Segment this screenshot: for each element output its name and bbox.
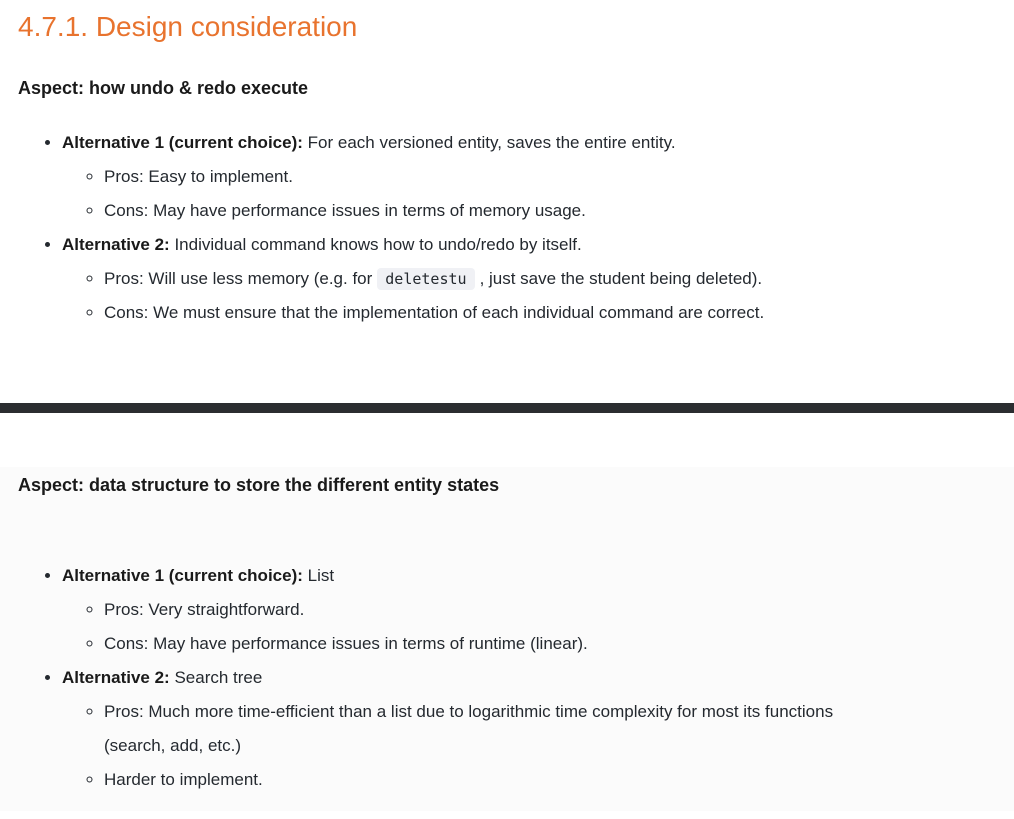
list-item — [62, 228, 992, 330]
alternative-label: Alternative 1 (current choice): — [62, 133, 303, 152]
pros-cons-list — [62, 160, 992, 228]
sub-item-text: Harder to implement. — [104, 770, 263, 789]
list-item — [62, 126, 992, 228]
aspect-heading-undo-redo: Aspect: how undo & redo execute — [18, 78, 309, 98]
section-data-structure — [0, 467, 1014, 811]
sub-item-text: Pros: Will use less memory (e.g. for — [104, 269, 373, 288]
sub-item-text: Cons: We must ensure that the implementation of each individual command are correct. — [104, 303, 765, 322]
list-item-pros — [104, 262, 992, 296]
list-item-cons — [104, 194, 992, 228]
sub-item-text: Cons: May have performance issues in terms of runtime (linear). — [104, 634, 588, 653]
section-divider-bar — [0, 403, 1014, 413]
alternatives-list-2 — [18, 559, 992, 797]
alternative-text: Individual command knows how to undo/redo by itself. — [174, 235, 582, 254]
list-item-pros — [104, 695, 894, 763]
list-item — [62, 661, 992, 797]
alternative-label: Alternative 2: — [62, 235, 170, 254]
list-item — [62, 559, 992, 661]
list-item-cons — [104, 627, 992, 661]
sub-item-text: Pros: Very straightforward. — [104, 600, 305, 619]
list-item-cons — [104, 763, 992, 797]
sub-item-text: Cons: May have performance issues in terms of memory usage. — [104, 201, 586, 220]
alternative-text: Search tree — [174, 668, 263, 687]
sub-item-text: Pros: Easy to implement. — [104, 167, 293, 186]
alternative-label: Alternative 2: — [62, 668, 170, 687]
sub-item-text: , just save the student being deleted). — [479, 269, 763, 288]
list-item-cons — [104, 296, 992, 330]
pros-cons-list — [62, 262, 992, 330]
alternative-label: Alternative 1 (current choice): — [62, 566, 303, 585]
alternative-text: For each versioned entity, saves the entire entity. — [307, 133, 676, 152]
sub-item-text: Pros: Much more time-efficient than a list due to logarithmic time complexity for most its functions (search, add, etc.) — [104, 702, 834, 755]
pros-cons-list — [62, 593, 992, 661]
section-design-consideration — [0, 8, 1014, 330]
page-title: 4.7.1. Design consideration — [18, 11, 358, 42]
pros-cons-list — [62, 695, 992, 797]
alternatives-list-1 — [18, 126, 992, 330]
list-item-pros — [104, 160, 992, 194]
inline-code-deletestu: deletestu — [377, 268, 474, 290]
list-item-pros — [104, 593, 992, 627]
alternative-text: List — [307, 566, 335, 585]
aspect-heading-data-structure: Aspect: data structure to store the different entity states — [18, 475, 500, 495]
